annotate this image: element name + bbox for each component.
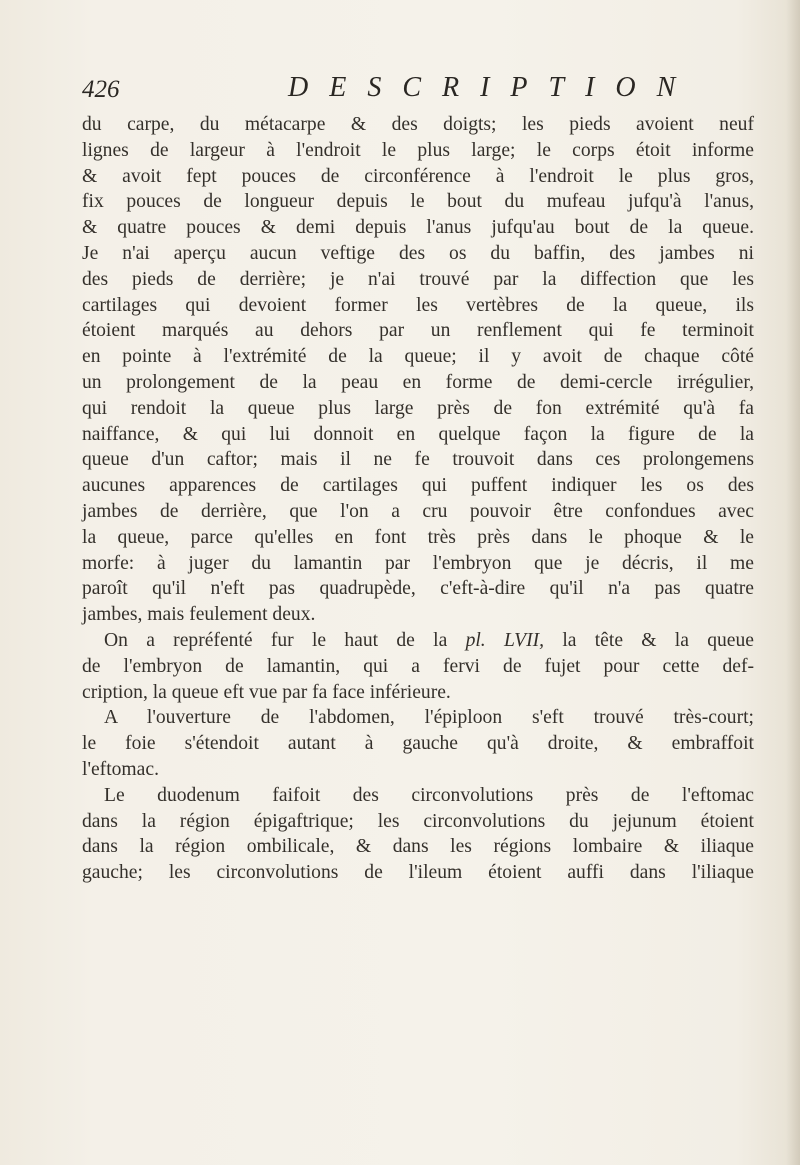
text-line: le foie s'étendoit autant à gauche qu'à droite, & embraffoit [82,733,754,755]
page-number: 426 [82,76,120,103]
text-line: Je n'ai aperçu aucun veftige des os du baffin, des jambes ni [82,242,754,264]
text-segment: la tête & la queue [544,629,754,651]
text-line: lignes de largeur à l'endroit le plus large; le corps étoit informe [82,139,754,161]
text-line: gauche; les circonvolutions de l'ileum étoient auffi dans l'iliaque [82,862,754,884]
text-line: naiffance, & qui lui donnoit en quelque façon la figure de la [82,423,754,445]
text-line: du carpe, du métacarpe & des doigts; les pieds avoient neuf [82,114,754,135]
text-line: cription, la queue eft vue par fa face inférieure. [82,681,451,703]
text-line: cartilages qui devoient former les vertèbres de la queue, ils [82,294,754,316]
page-edge-shadow [786,0,800,1165]
text-line: morfe: à juger du lamantin par l'embryon que je décris, il me [82,552,754,574]
text-line: jambes, mais feulement deux. [82,604,316,626]
text-line [82,628,754,654]
text-line: & avoit fept pouces de circonférence à l'endroit le plus gros, [82,165,754,187]
text-line: fix pouces de longueur depuis le bout du mufeau jufqu'à l'anus, [82,191,754,213]
running-title: DESCRIPTION [288,72,697,103]
text-line: un prolongement de la peau en forme de demi-cercle irrégulier, [82,371,754,393]
text-line: étoient marqués au dehors par un renflement qui fe terminoit [82,320,754,342]
text-line: jambes de derrière, que l'on a cru pouvoir être confondues avec [82,500,754,522]
body-text [82,112,754,886]
text-line: des pieds de derrière; je n'ai trouvé par la diffection que les [82,268,754,290]
text-line: aucunes apparences de cartilages qui puffent indiquer les os des [82,475,754,497]
page-header [82,72,722,112]
text-line: de l'embryon de lamantin, qui a fervi de fujet pour cette def- [82,655,754,677]
text-line: queue d'un caftor; mais il ne fe trouvoit dans ces prolongemens [82,449,754,471]
text-line: l'eftomac. [82,758,159,780]
text-line: Le duodenum faifoit des circonvolutions près de l'eftomac [104,784,754,806]
text-line: qui rendoit la queue plus large près de fon extrémité qu'à fa [82,397,754,419]
text-line: en pointe à l'extrémité de la queue; il y avoit de chaque côté [82,346,754,368]
text-line: & quatre pouces & demi depuis l'anus jufqu'au bout de la queue. [82,217,754,239]
text-line: la queue, parce qu'elles en font très près dans le phoque & le [82,526,754,548]
text-line: dans la région ombilicale, & dans les régions lombaire & iliaque [82,836,754,858]
text-segment: On a repréfenté fur le haut de la [104,629,466,651]
text-line: dans la région épigaftrique; les circonvolutions du jejunum étoient [82,810,754,832]
text-line: paroît qu'il n'eft pas quadrupède, c'eft-à-dire qu'il n'a pas quatre [82,578,754,600]
plate-reference: pl. LVII, [465,629,545,651]
text-line: A l'ouverture de l'abdomen, l'épiploon s'eft trouvé très-court; [104,707,754,729]
